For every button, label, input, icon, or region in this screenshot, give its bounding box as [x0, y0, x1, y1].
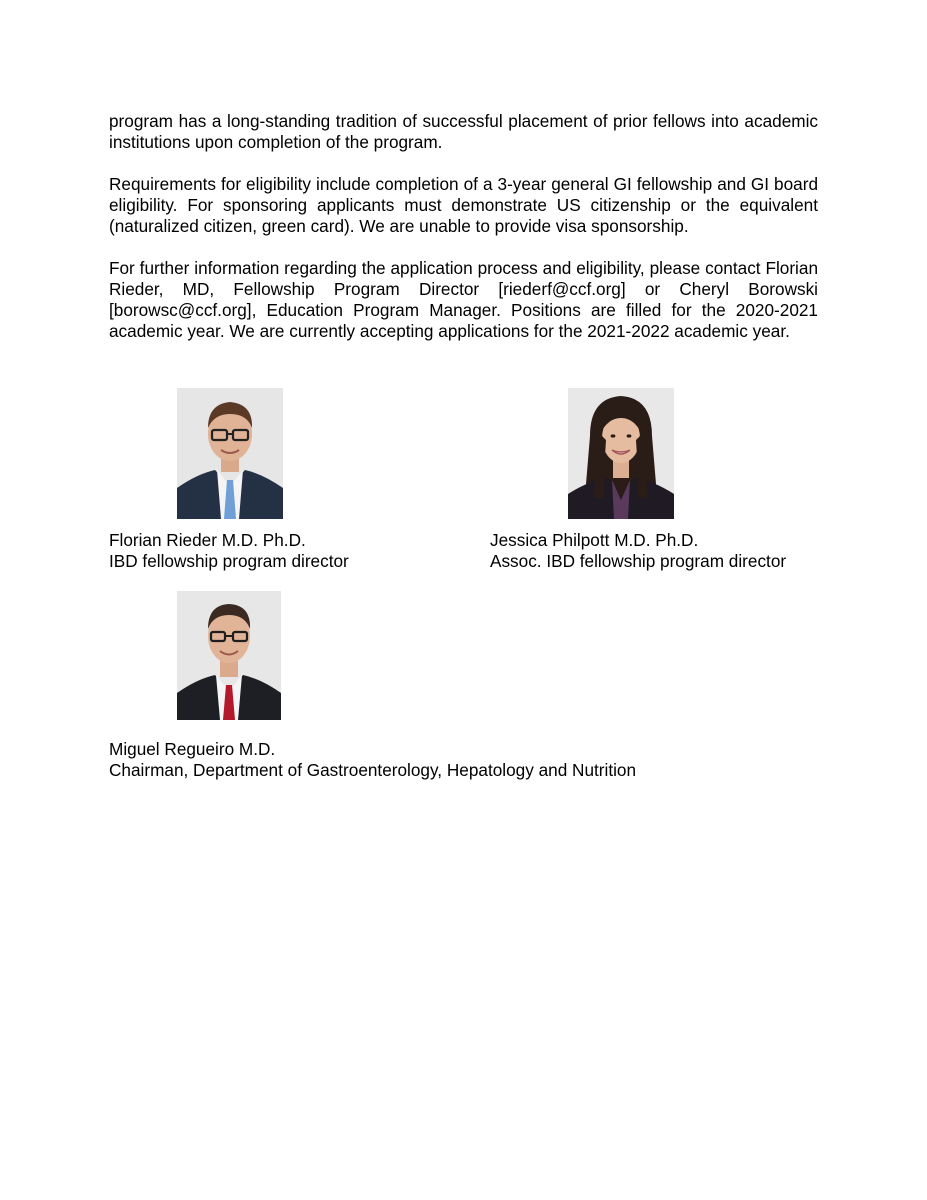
portrait-miguel-regueiro: [177, 591, 281, 720]
caption-jessica-philpott: [490, 530, 786, 572]
person-title: Assoc. IBD fellowship program director: [490, 551, 787, 571]
portrait-florian-rieder: [177, 388, 283, 519]
person-name: Jessica Philpott M.D. Ph.D.: [490, 530, 699, 550]
paragraph-placement-tradition: program has a long-standing tradition of successful placement of prior fellows into academic institutions upon completion of the program.: [109, 111, 818, 152]
person-name: Florian Rieder M.D. Ph.D.: [109, 530, 306, 550]
caption-florian-rieder: [109, 530, 349, 572]
person-title: Chairman, Department of Gastroenterology, Hepatology and Nutrition: [109, 760, 637, 780]
paragraph-eligibility-requirements: Requirements for eligibility include completion of a 3-year general GI fellowship and GI board eligibility. For sponsoring applicants must demonstrate US citizenship or the equivalent (naturalized citizen, green card). We are unable to provide visa sponsorship.: [109, 174, 818, 236]
person-name: Miguel Regueiro M.D.: [109, 739, 276, 759]
person-title: IBD fellowship program director: [109, 551, 349, 571]
portrait-jessica-philpott: [568, 388, 674, 519]
caption-miguel-regueiro: [109, 739, 636, 781]
paragraph-contact-information: For further information regarding the application process and eligibility, please contact Florian Rieder, MD, Fellowship Program Director [riederf@ccf.org] or Cheryl Borowski [borowsc@ccf.org], Education Program Manager. Positions are filled for the 2020-2021 academic year. We are currently accepting applications for the 2021-2022 academic year.: [109, 258, 818, 341]
